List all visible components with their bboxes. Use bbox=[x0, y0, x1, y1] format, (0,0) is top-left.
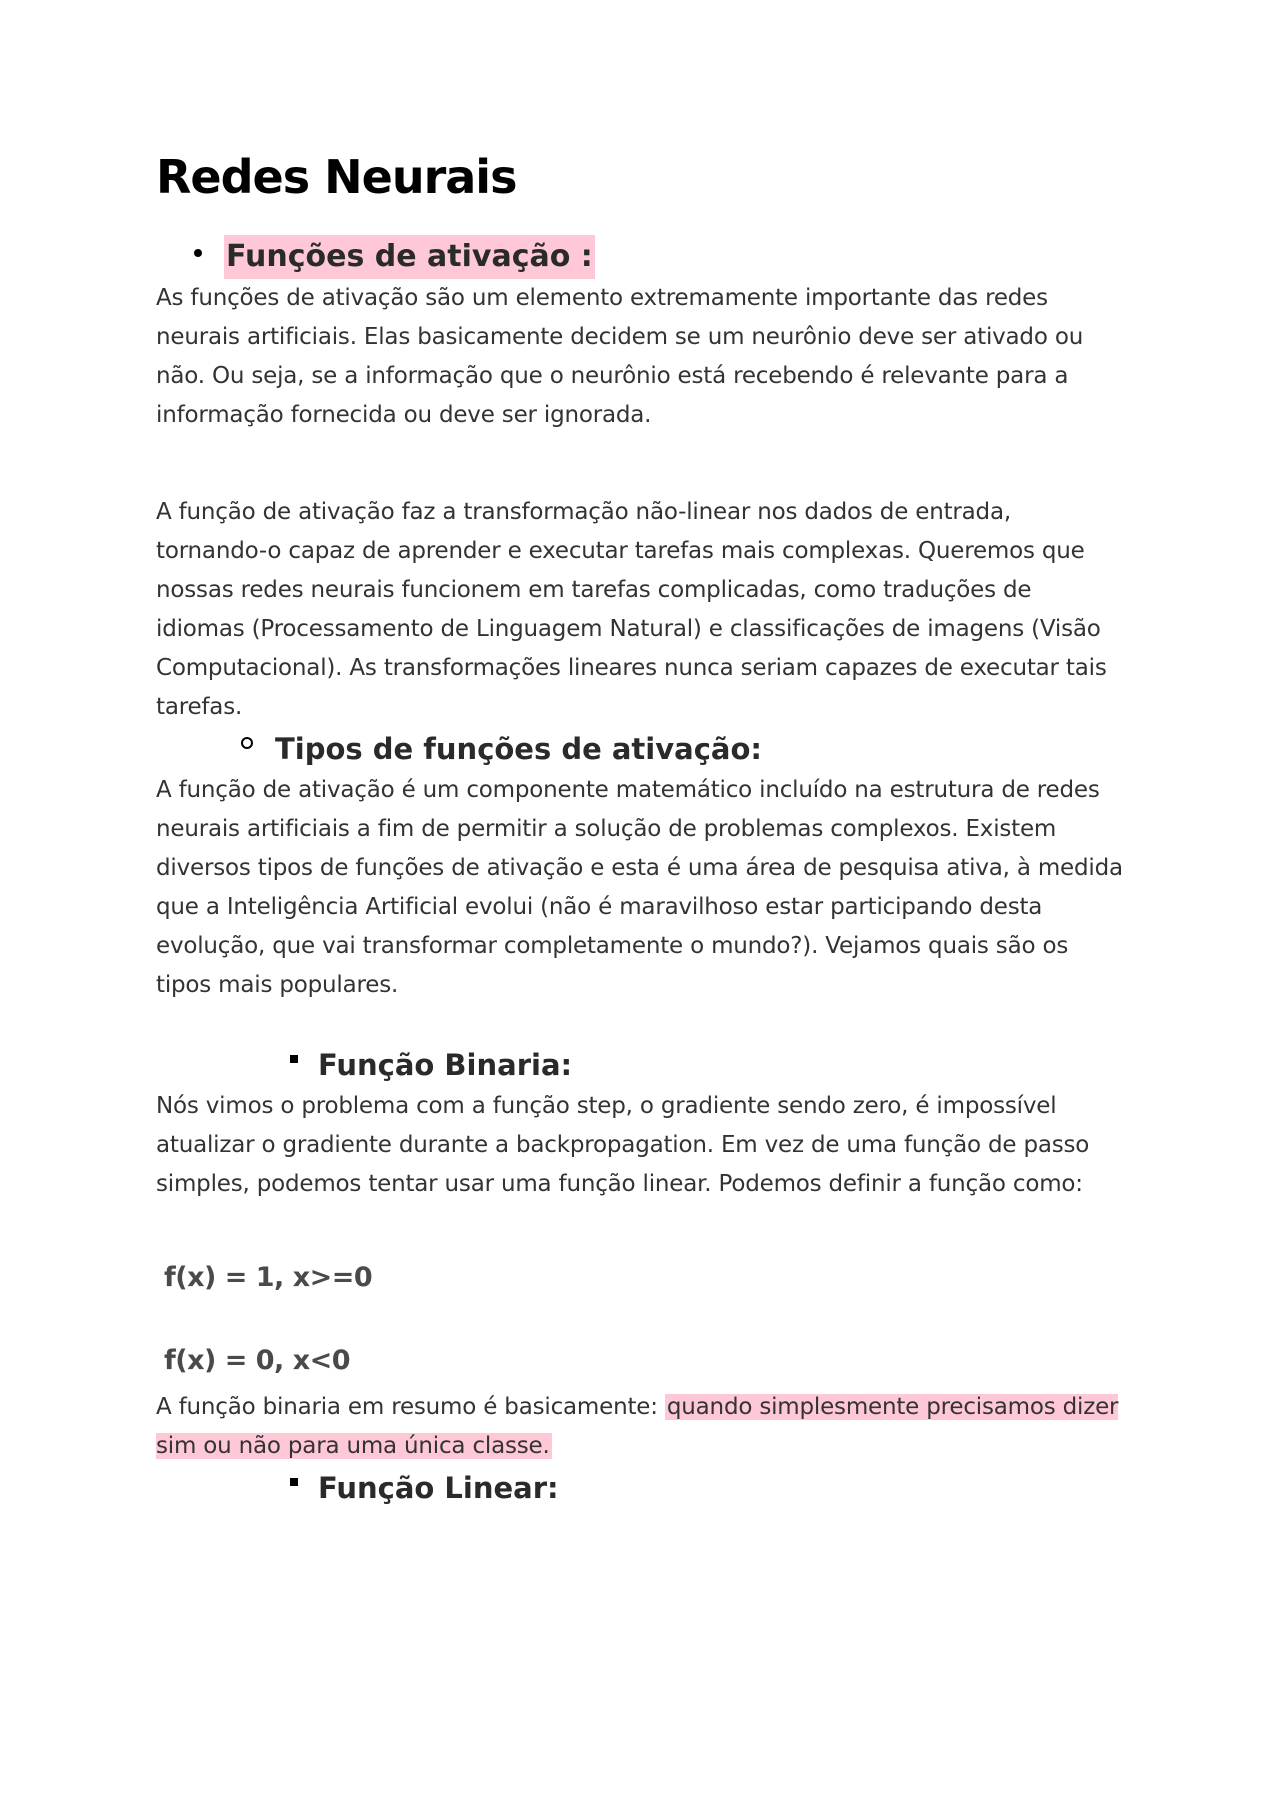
heading-funcao-binaria bbox=[156, 1043, 1126, 1087]
spacer bbox=[156, 1204, 1126, 1262]
heading-text: Função Binaria: bbox=[318, 1048, 573, 1083]
heading-text: Função Linear: bbox=[318, 1471, 559, 1506]
paragraph-tipos: A função de ativação é um componente matemático incluído na estrutura de redes neurais artificiais a fim de permitir a solução de problemas complexos. Existem diversos tipos de funções de ativação e esta é uma área de pesquisa ativa, à medida que a Inteligência Artificial evolui (não é maravilhoso estar participando desta evolução, que vai transformar completamente o mundo?). Vejamos quais são os tipos mais populares. bbox=[156, 777, 1123, 999]
spacer bbox=[156, 1293, 1126, 1345]
heading-tipos-de-funcoes bbox=[156, 727, 1126, 771]
heading-funcao-linear bbox=[156, 1466, 1126, 1510]
paragraph-binaria: Nós vimos o problema com a função step, o gradiente sendo zero, é impossível atualizar o gradiente durante a backpropagation. Em vez de uma função de passo simples, podemos tentar usar uma função linear. Podemos definir a função como: bbox=[156, 1093, 1090, 1198]
spacer bbox=[156, 1376, 1126, 1388]
paragraph-summary bbox=[156, 1388, 1126, 1466]
heading-funcoes-de-ativacao bbox=[156, 235, 1126, 279]
spacer bbox=[156, 1005, 1126, 1043]
heading-text: Funções de ativação : bbox=[224, 235, 595, 279]
paragraph-nonlinear: A função de ativação faz a transformação não-linear nos dados de entrada, tornando-o capaz de aprender e executar tarefas mais complexas. Queremos que nossas redes neurais funcionem em tarefas complicadas, como traduções de idiomas (Processamento de Linguagem Natural) e classificações de imagens (Visão Computacional). As transformações lineares nunca seriam capazes de executar tais tarefas. bbox=[156, 499, 1107, 721]
summary-highlight: quando simplesmente precisamos dizer sim ou não para uma única classe. bbox=[156, 1394, 1119, 1460]
summary-prefix: A função binaria em resumo é basicamente: bbox=[156, 1394, 665, 1421]
spacer bbox=[156, 435, 1126, 493]
page-title: Redes Neurais bbox=[156, 150, 517, 204]
formula-2: f(x) = 0, x<0 bbox=[164, 1345, 351, 1377]
bullet-disc-icon bbox=[194, 249, 202, 257]
formula-1: f(x) = 1, x>=0 bbox=[164, 1262, 373, 1294]
document-page bbox=[156, 150, 1126, 1510]
paragraph-intro: As funções de ativação são um elemento extremamente importante das redes neurais artificiais. Elas basicamente decidem se um neurônio deve ser ativado ou não. Ou seja, se a informação que o neurônio está recebendo é relevante para a informação fornecida ou deve ser ignorada. bbox=[156, 285, 1084, 429]
bullet-square-icon bbox=[290, 1478, 298, 1486]
heading-text: Tipos de funções de ativação: bbox=[275, 732, 762, 767]
bullet-circle-icon bbox=[241, 737, 253, 749]
bullet-square-icon bbox=[290, 1055, 298, 1063]
